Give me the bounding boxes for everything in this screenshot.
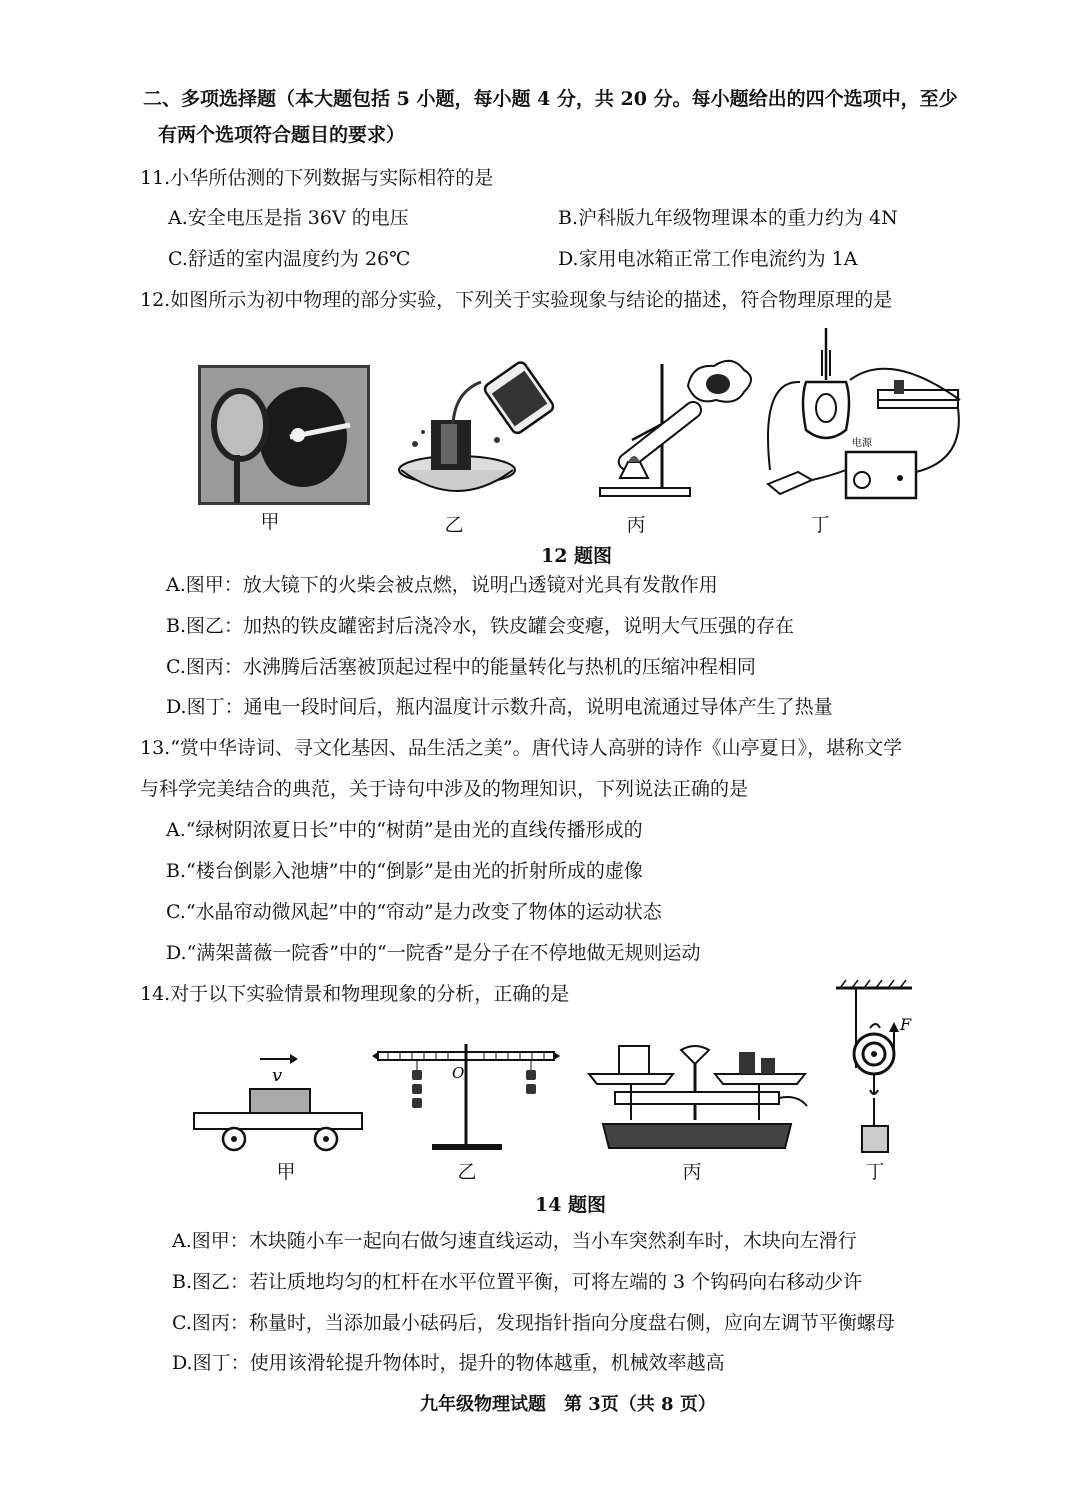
- q12-option-d: D.图丁：通电一段时间后，瓶内温度计示数升高，说明电流通过导体产生了热量: [166, 696, 833, 718]
- q13-option-c: C.“水晶帘动微风起”中的“帘动”是力改变了物体的运动状态: [166, 901, 662, 923]
- q12-option-c: C.图丙：水沸腾后活塞被顶起过程中的能量转化与热机的压缩冲程相同: [166, 656, 756, 678]
- q14-figure-title: 14 题图: [535, 1194, 607, 1216]
- q12-figure-jia: [198, 365, 370, 505]
- q12-caption-ding: 丁: [810, 514, 830, 536]
- q13-stem-line1: 13.“赏中华诗词、寻文化基因、品生活之美”。唐代诗人高骈的诗作《山亭夏日》，堪称文学: [140, 737, 903, 759]
- q12-figure-yi: [395, 352, 555, 504]
- q12-caption-jia: 甲: [260, 511, 280, 533]
- q12-option-b: B.图乙：加热的铁皮罐密封后浇冷水，铁皮罐会变瘪，说明大气压强的存在: [166, 615, 795, 637]
- q13-option-b: B.“楼台倒影入池塘”中的“倒影”是由光的折射所成的虚像: [166, 860, 643, 882]
- q12-figure-bing: [592, 352, 762, 502]
- q14-caption-yi: 乙: [457, 1161, 477, 1183]
- q14-pivot-label: O: [452, 1064, 465, 1082]
- q12-stem: 12.如图所示为初中物理的部分实验，下列关于实验现象与结论的描述，符合物理原理的是: [140, 289, 893, 311]
- q14-figure-jia: [190, 1045, 370, 1155]
- q14-figure-yi: [372, 1040, 562, 1155]
- q13-stem-line2: 与科学完美结合的典范，关于诗句中涉及的物理知识，下列说法正确的是: [140, 778, 749, 800]
- q14-option-a: A.图甲：木块随小车一起向右做匀速直线运动，当小车突然刹车时，木块向左滑行: [172, 1230, 857, 1252]
- q13-option-a: A.“绿树阴浓夏日长”中的“树荫”是由光的直线传播形成的: [166, 819, 643, 841]
- q12-caption-bing: 丙: [626, 514, 646, 536]
- q14-figure-ding: [832, 978, 922, 1158]
- q12-figure-ding: [760, 320, 970, 505]
- q14-stem: 14.对于以下实验情景和物理现象的分析，正确的是: [140, 983, 570, 1005]
- q14-caption-ding: 丁: [865, 1161, 885, 1183]
- q14-caption-jia: 甲: [276, 1161, 296, 1183]
- q12-option-a: A.图甲：放大镜下的火柴会被点燃，说明凸透镜对光具有发散作用: [166, 574, 718, 596]
- q12-caption-yi: 乙: [444, 514, 464, 536]
- section-heading-line1: 二、多项选择题（本大题包括 5 小题，每小题 4 分，共 20 分。每小题给出的四个选项中，至少: [143, 88, 958, 110]
- q14-force-label: F: [900, 1015, 912, 1034]
- q12-ding-power-label: 电源: [852, 438, 872, 449]
- q11-option-d: D.家用电冰箱正常工作电流约为 1A: [558, 248, 858, 270]
- q11-option-a: A.安全电压是指 36V 的电压: [168, 207, 409, 229]
- q12-figure-title: 12 题图: [541, 545, 613, 567]
- q14-caption-bing: 丙: [682, 1161, 702, 1183]
- q14-option-d: D.图丁：使用该滑轮提升物体时，提升的物体越重，机械效率越高: [172, 1352, 725, 1374]
- q13-option-d: D.“满架蔷薇一院香”中的“一院香”是分子在不停地做无规则运动: [166, 942, 701, 964]
- q14-option-b: B.图乙：若让质地均匀的杠杆在水平位置平衡，可将左端的 3 个钩码向右移动少许: [172, 1271, 863, 1293]
- section-heading-line2: 有两个选项符合题目的要求）: [158, 124, 406, 146]
- q11-option-c: C.舒适的室内温度约为 26℃: [168, 248, 411, 270]
- q11-stem: 11.小华所估测的下列数据与实际相符的是: [140, 167, 494, 189]
- q11-option-b: B.沪科版九年级物理课本的重力约为 4N: [558, 207, 898, 229]
- q14-option-c: C.图丙：称量时，当添加最小砝码后，发现指针指向分度盘右侧，应向左调节平衡螺母: [172, 1312, 895, 1334]
- q14-velocity-label: v: [272, 1065, 283, 1086]
- q14-figure-bing: [585, 1040, 815, 1155]
- page-footer: 九年级物理试题 第 3页（共 8 页）: [420, 1394, 716, 1415]
